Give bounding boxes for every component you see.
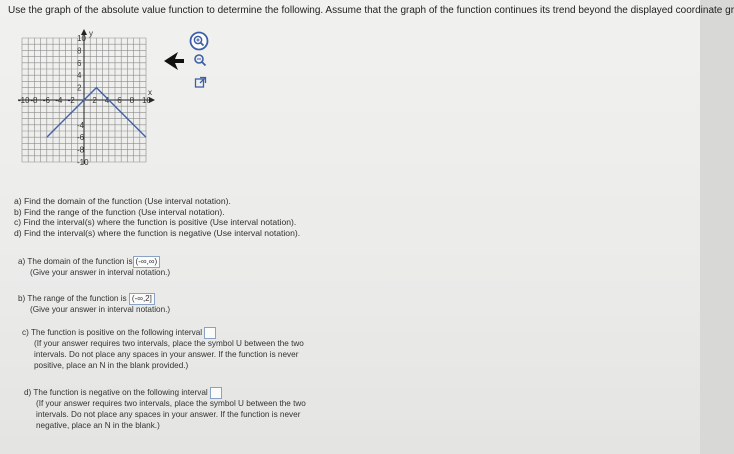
task-list xyxy=(14,196,300,238)
y-axis-label: y xyxy=(89,29,93,38)
answer-c-input[interactable] xyxy=(204,327,216,339)
pointer-arrow-icon xyxy=(162,50,186,72)
question-instruction: Use the graph of the absolute value function to determine the following. Assume that the graph of the function continues its trend beyond the displayed coordinate gr xyxy=(8,5,734,16)
absolute-value-graph xyxy=(18,29,172,187)
answer-d-hint-1: (If your answer requires two intervals, place the symbol U between the two xyxy=(36,399,306,408)
answer-c xyxy=(22,327,304,371)
answer-d-prompt: d) The function is negative on the following interval xyxy=(24,388,208,398)
y-tick-label: 4 xyxy=(77,71,82,81)
task-c: c) Find the interval(s) where the function is positive (Use interval notation). xyxy=(14,217,297,228)
x-tick-label: -10 xyxy=(18,96,30,105)
answer-c-prompt: c) The function is positive on the following interval xyxy=(22,328,203,338)
answer-b-hint: (Give your answer in interval notation.) xyxy=(30,305,171,314)
y-tick-label: -6 xyxy=(77,133,85,143)
x-tick-label: 2 xyxy=(92,96,97,105)
x-tick-label: 6 xyxy=(117,96,122,105)
graph-tools xyxy=(186,31,226,91)
answer-d xyxy=(24,387,306,431)
answer-a xyxy=(18,256,170,279)
x-tick-label: -2 xyxy=(67,96,75,105)
answer-c-hint-1: (If your answer requires two intervals, place the symbol U between the two xyxy=(34,339,304,348)
y-tick-label: 8 xyxy=(77,46,82,56)
answer-d-hint-2: intervals. Do not place any spaces in your answer. If the function is never xyxy=(36,409,301,419)
y-tick-label: 6 xyxy=(77,58,82,68)
zoom-out-icon[interactable] xyxy=(193,53,207,67)
x-tick-label: 10 xyxy=(142,96,151,105)
external-window-icon[interactable] xyxy=(194,76,207,89)
x-tick-label: 8 xyxy=(129,96,135,105)
x-tick-label: -6 xyxy=(42,96,50,105)
answer-c-hint-2: intervals. Do not place any spaces in your answer. If the function is never xyxy=(34,349,299,359)
answer-d-hint-3: negative, place an N in the blank.) xyxy=(36,420,160,430)
x-tick-label: -4 xyxy=(55,96,63,105)
task-a: a) Find the domain of the function (Use interval notation). xyxy=(14,196,231,206)
y-tick-label: -4 xyxy=(77,120,85,130)
x-tick-label: -8 xyxy=(30,96,38,105)
y-tick-label: -8 xyxy=(77,145,85,155)
answer-a-input[interactable]: (-∞,∞) xyxy=(133,256,161,268)
x-tick-label: 4 xyxy=(104,96,110,105)
graph-svg xyxy=(18,29,172,182)
task-d: d) Find the interval(s) where the function is negative (Use interval notation). xyxy=(14,227,301,238)
y-tick-label: -10 xyxy=(77,158,89,167)
y-tick-label: 10 xyxy=(77,34,86,43)
x-axis-label: x xyxy=(148,88,152,97)
answer-b xyxy=(18,293,170,316)
answer-b-input[interactable]: (-∞,2] xyxy=(129,293,155,305)
y-tick-label: 2 xyxy=(77,83,82,93)
answer-a-hint: (Give your answer in interval notation.) xyxy=(30,268,171,277)
zoom-in-icon[interactable] xyxy=(189,31,209,51)
answer-a-prompt: a) The domain of the function is xyxy=(18,257,133,267)
task-b: b) Find the range of the function (Use interval notation). xyxy=(14,206,225,217)
answer-d-input[interactable] xyxy=(210,387,222,399)
answer-c-hint-3: positive, place an N in the blank provided.) xyxy=(34,360,189,370)
answer-b-prompt: b) The range of the function is xyxy=(18,294,127,304)
